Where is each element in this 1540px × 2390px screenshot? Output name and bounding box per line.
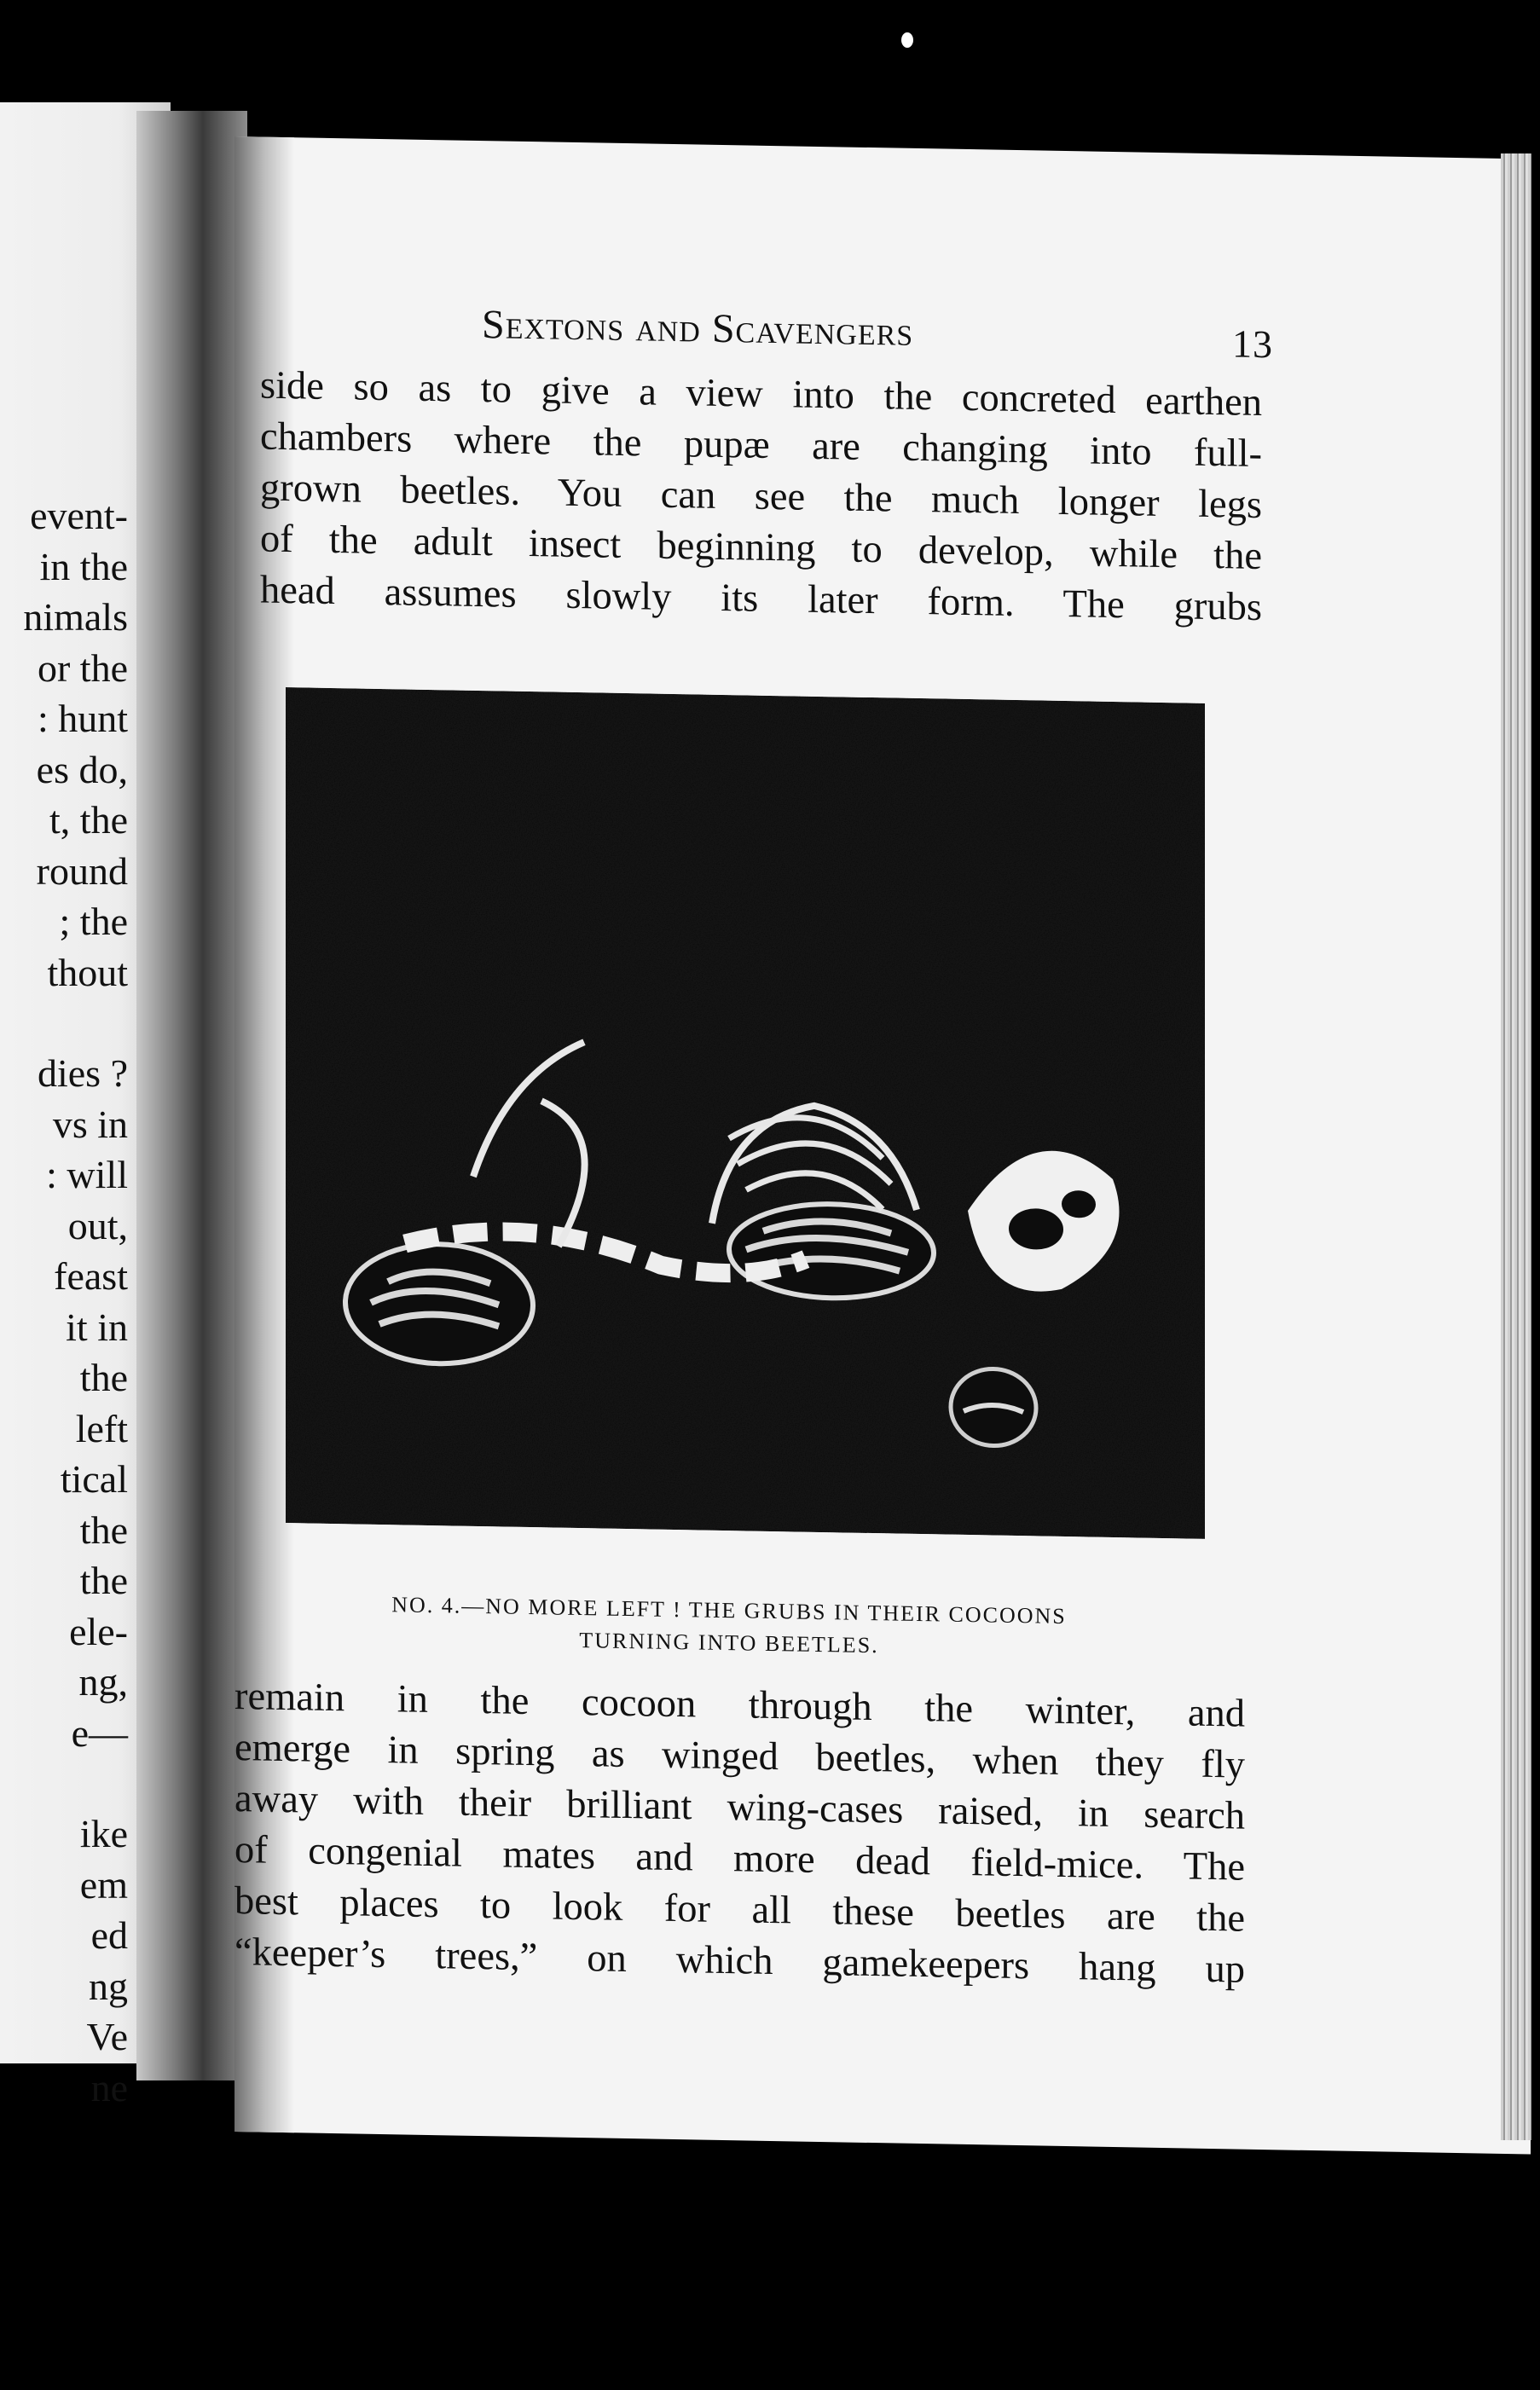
paragraph-2	[234, 1671, 1245, 1996]
text-line: chambers where the pupæ are changing into full-	[260, 414, 1262, 477]
left-line: it in	[66, 1305, 128, 1349]
page-number: 13	[1232, 321, 1273, 367]
text-line: of congenial mates and more dead field-mice. The	[234, 1828, 1245, 1889]
left-page-text	[0, 490, 128, 2113]
left-line: round	[36, 848, 128, 893]
left-line: ng,	[78, 1660, 128, 1704]
left-line: or the	[37, 645, 128, 690]
left-line: the	[79, 1559, 128, 1602]
running-title: Sextons and Scavengers	[482, 302, 914, 355]
text-line: remain in the cocoon through the winter, and	[234, 1675, 1245, 1736]
text-line: grown beetles. You can see the much longer legs	[260, 466, 1262, 528]
left-line: event-	[30, 494, 128, 537]
left-line: es do,	[36, 747, 128, 791]
left-line: ed	[90, 1913, 128, 1957]
left-line: Ve	[86, 2015, 128, 2058]
text-line: head assumes slowly its later form. The grubs	[260, 568, 1262, 630]
page-edges	[1501, 153, 1531, 2140]
caption-line: TURNING INTO BEETLES.	[579, 1628, 879, 1658]
paragraph-1	[260, 361, 1262, 634]
left-line: e—	[71, 1710, 128, 1755]
left-line: ike	[79, 1812, 128, 1855]
text-line: best places to look for all these beetles are the	[234, 1879, 1245, 1941]
left-line: ng	[89, 1964, 128, 2008]
left-line: out,	[67, 1203, 128, 1247]
left-line: t, the	[49, 798, 128, 842]
left-line: the	[79, 1507, 128, 1552]
left-line: thout	[47, 950, 128, 994]
text-line: of the adult insect beginning to develop, while the	[260, 517, 1262, 579]
left-line: ne	[90, 2065, 128, 2109]
text-line: “keeper’s trees,” on which gamekeepers hang up	[234, 1930, 1245, 1992]
engraving-image	[286, 687, 1205, 1539]
left-line: left	[75, 1406, 128, 1450]
figure-caption	[281, 1587, 1177, 1667]
left-line: feast	[54, 1254, 128, 1298]
left-line: vs in	[52, 1102, 128, 1146]
text-line: away with their brilliant wing-cases raised, in search	[234, 1777, 1245, 1838]
engraving-illustration	[286, 687, 1205, 1539]
book-gutter	[136, 111, 247, 2080]
text-line: emerge in spring as winged beetles, when they fly	[234, 1726, 1245, 1787]
left-line: ; the	[59, 900, 128, 943]
running-header	[234, 136, 1273, 367]
left-line: ele-	[69, 1609, 128, 1653]
right-page	[234, 136, 1531, 2155]
left-line: in the	[39, 544, 128, 588]
left-line: em	[79, 1862, 128, 1907]
left-line: the	[79, 1356, 128, 1399]
left-line: tical	[60, 1457, 128, 1501]
left-line: dies ?	[37, 1051, 128, 1095]
left-line: : will	[46, 1153, 128, 1196]
ink-speck	[901, 32, 913, 48]
caption-line: NO. 4.—NO MORE LEFT ! THE GRUBS IN THEIR COCOONS	[391, 1592, 1067, 1629]
left-line: : hunt	[37, 697, 128, 740]
left-line: nimals	[23, 595, 128, 639]
text-line: side so as to give a view into the concreted earthen	[260, 363, 1262, 425]
